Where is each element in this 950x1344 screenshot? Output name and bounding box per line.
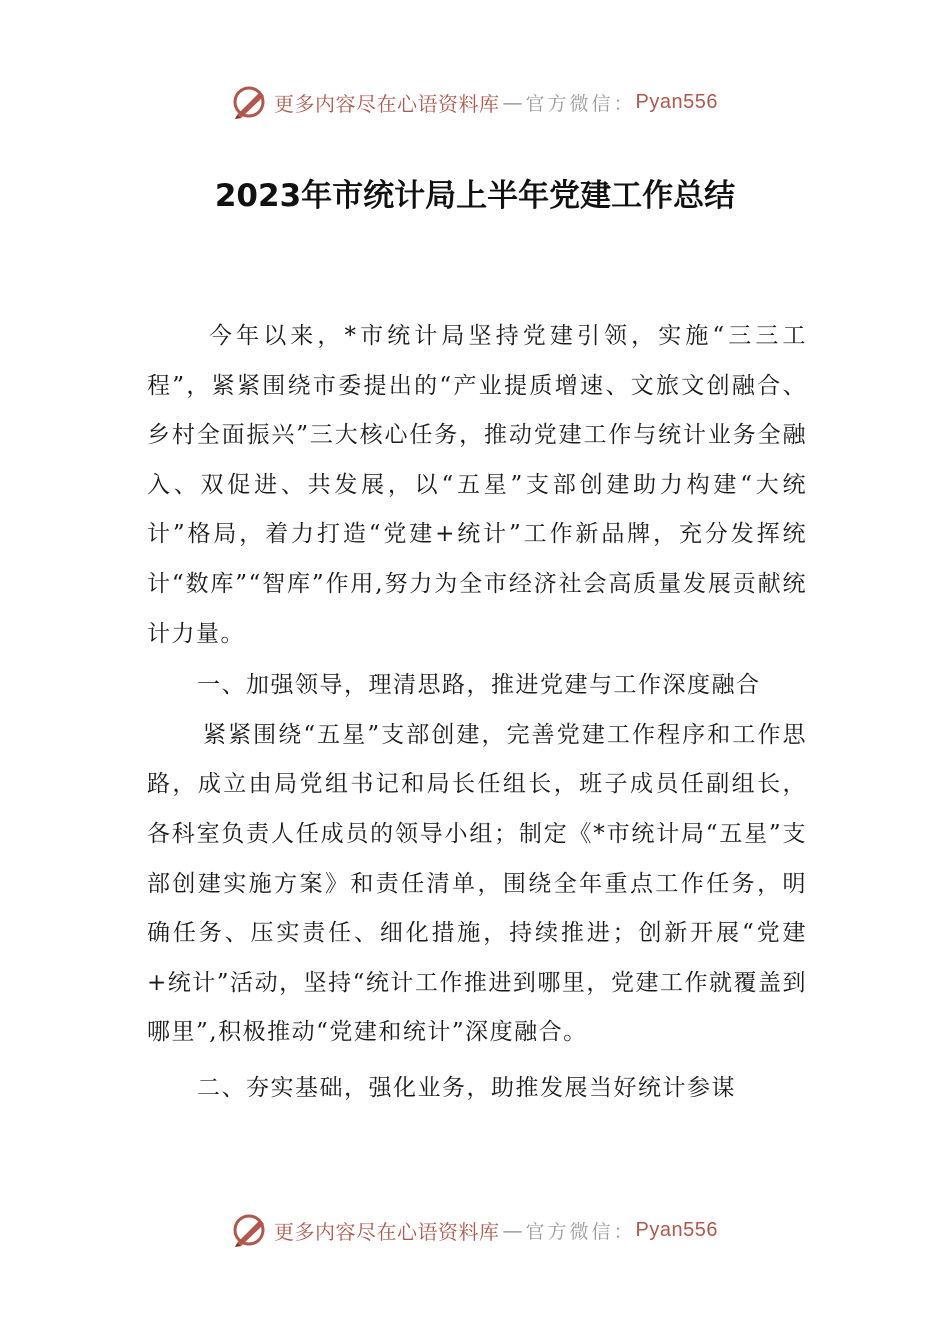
paragraph-intro: 今年以来，*市统计局坚持党建引领，实施“三三工程”，紧紧围绕市委提出的“产业提质增速、文旅文创融合、乡村全面振兴”三大核心任务，推动党建工作与统计业务全融入、双促进、共发展，以“五星”支部创建助力构建“大统计”格局，着力打造“党建+统计”工作新品牌，充分发挥统计“数库”“智库”作用,努力为全市经济社会高质量发展贡献统计力量。: [147, 323, 807, 647]
watermark-text: 更多内容尽在心语资料库: [274, 91, 500, 116]
section-heading-2: 二、夯实基础，强化业务，助推发展当好统计参谋: [197, 1074, 736, 1101]
watermark-wechat-label: 官方微信：: [525, 1220, 636, 1243]
watermark-separator: —: [502, 90, 523, 114]
watermark-banner-top: [0, 82, 950, 122]
watermark-wechat-id: Pyan556: [635, 1218, 718, 1241]
pen-logo-icon: [232, 1212, 268, 1248]
document-title: 2023年市统计局上半年党建工作总结: [214, 178, 736, 214]
document-body: [147, 312, 807, 1114]
watermark-text: 更多内容尽在心语资料库: [274, 1219, 500, 1244]
watermark-wechat-label: 官方微信：: [525, 92, 636, 115]
pen-logo-icon: [232, 84, 268, 120]
watermark-separator: —: [502, 1218, 523, 1242]
watermark-banner-bottom: [0, 1210, 950, 1250]
section-heading-1: 一、加强领导，理清思路，推进党建与工作深度融合: [197, 672, 761, 699]
paragraph-section-1: 紧紧围绕“五星”支部创建，完善党建工作程序和工作思路，成立由局党组书记和局长任组长，班子成员任副组长，各科室负责人任成员的领导小组；制定《*市统计局“五星”支部创建实施方案》和责任清单，围绕全年重点工作任务，明确任务、压实责任、细化措施，持续推进；创新开展“党建+统计”活动，坚持“统计工作推进到哪里，党建工作就覆盖到哪里”,积极推动“党建和统计”深度融合。: [147, 721, 807, 1046]
watermark-wechat-id: Pyan556: [635, 90, 718, 113]
